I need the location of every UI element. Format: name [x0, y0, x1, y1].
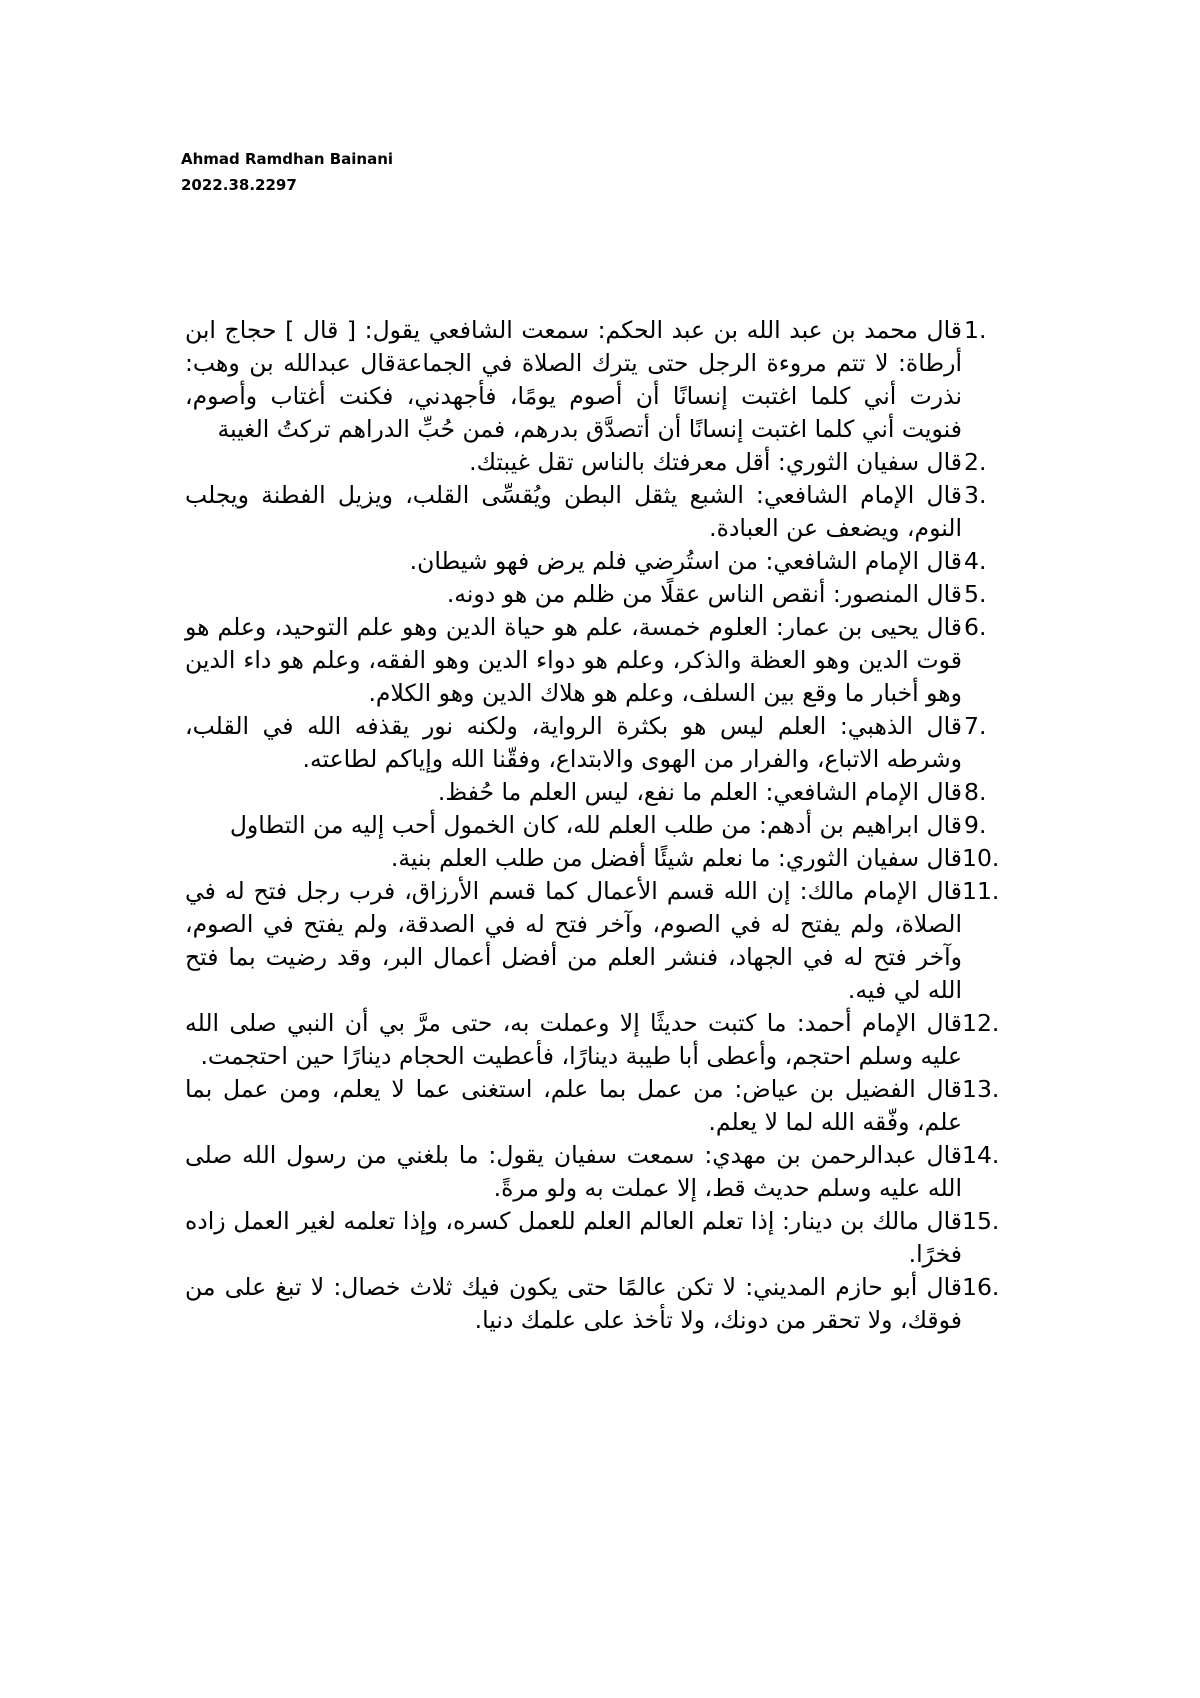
item-text: قال المنصور: أنقص الناس عقلًا من ظلم من هو دونه.	[446, 580, 962, 608]
list-item	[185, 611, 1047, 710]
item-text: قال الإمام الشافعي: من استُرضي فلم يرض فهو شيطان.	[409, 547, 962, 575]
item-text: قال أبو حازم المديني: لا تكن عالمًا حتى يكون فيك ثلاث خصال: لا تبغ على من فوقك، ولا تحقر من دونك، ولا تأخذ على علمك دنيا.	[185, 1273, 962, 1334]
list-item	[185, 776, 1047, 809]
author-name: Ahmad Ramdhan Bainani	[181, 150, 394, 168]
list-item	[185, 1271, 1047, 1337]
item-number: 9.	[964, 811, 987, 839]
item-text: قال سفيان الثوري: ما نعلم شيئًا أفضل من طلب العلم بنية.	[390, 844, 962, 872]
item-number: 4.	[964, 547, 987, 575]
list-item	[185, 1073, 1047, 1139]
item-number: 6.	[964, 613, 987, 641]
item-text: قال الفضيل بن عياض: من عمل بما علم، استغنى عما لا يعلم، ومن عمل بما علم، وفّقه الله لما لا يعلم.	[185, 1075, 962, 1136]
list-item	[185, 1205, 1047, 1271]
list-item	[185, 479, 1047, 545]
list-item	[185, 710, 1047, 776]
item-number: 14.	[962, 1141, 1000, 1169]
item-number: 1.	[964, 316, 987, 344]
item-number: 3.	[964, 481, 987, 509]
item-number: 2.	[964, 448, 987, 476]
item-text: قال ابراهيم بن أدهم: من طلب العلم لله، كان الخمول أحب إليه من التطاول	[229, 811, 962, 839]
item-text: قال مالك بن دينار: إذا تعلم العالم العلم للعمل كسره، وإذا تعلمه لغير العمل زاده فخرًا.	[185, 1207, 962, 1268]
item-number: 10.	[962, 844, 1000, 872]
item-text: قال الإمام مالك: إن الله قسم الأعمال كما قسم الأرزاق، فرب رجل فتح له في الصلاة، ولم يفتح له في الصوم، وآخر فتح له في الصدقة، ولم يفتح في الصوم، وآخر فتح له في الجهاد، فنشر العلم من أفضل أعمال البر، وقد رضيت بما فتح الله لي فيه.	[185, 877, 962, 1004]
list-item	[185, 578, 1047, 611]
list-item	[185, 1139, 1047, 1205]
item-number: 5.	[964, 580, 987, 608]
item-text: قال عبدالرحمن بن مهدي: سمعت سفيان يقول: ما بلغني من رسول الله صلى الله عليه وسلم حديث قط، إلا عملت به ولو مرةً.	[185, 1141, 962, 1202]
item-text: قال الذهبي: العلم ليس هو بكثرة الرواية، ولكنه نور يقذفه الله في القلب، وشرطه الاتباع، والفرار من الهوى والابتداع، وفقّنا الله وإياكم لطاعته.	[185, 712, 962, 773]
list-item	[185, 446, 1047, 479]
item-text: قال محمد بن عبد الله بن عبد الحكم: سمعت الشافعي يقول: [ قال ] حجاج ابن أرطاة: لا تتم مروءة الرجل حتى يترك الصلاة في الجماعةقال عبدالله بن وهب: نذرت أني كلما اغتبت إنسانًا أن أصوم يومًا، فأجهدني، فكنت أغتاب وأصوم، فنويت أني كلما اغتبت إنسانًا أن أتصدَّق بدرهم، فمن حُبِّ الدراهم تركتُ الغيبة	[185, 316, 962, 443]
quotes-list	[185, 314, 1047, 1337]
author-block	[181, 146, 393, 198]
list-item	[185, 314, 1047, 446]
item-text: قال الإمام الشافعي: العلم ما نفع، ليس العلم ما حُفظ.	[437, 778, 962, 806]
item-number: 11.	[962, 877, 1000, 905]
item-number: 15.	[962, 1207, 1000, 1235]
item-text: قال الإمام الشافعي: الشبع يثقل البطن ويُقسِّى القلب، ويزيل الفطنة ويجلب النوم، ويضعف عن العبادة.	[185, 481, 962, 542]
list-item	[185, 809, 1047, 842]
item-text: قال الإمام أحمد: ما كتبت حديثًا إلا وعملت به، حتى مرَّ بي أن النبي صلى الله عليه وسلم احتجم، وأعطى أبا طيبة دينارًا، فأعطيت الحجام دينارًا حين احتجمت.	[185, 1009, 962, 1070]
list-item	[185, 842, 1047, 875]
item-number: 16.	[962, 1273, 1000, 1301]
list-item	[185, 545, 1047, 578]
item-number: 7.	[964, 712, 987, 740]
item-text: قال سفيان الثوري: أقل معرفتك بالناس تقل غيبتك.	[469, 448, 962, 476]
item-number: 12.	[962, 1009, 1000, 1037]
item-number: 13.	[962, 1075, 1000, 1103]
item-text: قال يحيى بن عمار: العلوم خمسة، علم هو حياة الدين وهو علم التوحيد، وعلم هو قوت الدين وهو العظة والذكر، وعلم هو دواء الدين وهو الفقه، وعلم هو داء الدين وهو أخبار ما وقع بين السلف، وعلم هو هلاك الدين وهو الكلام.	[185, 613, 962, 707]
list-item	[185, 875, 1047, 1007]
student-id: 2022.38.2297	[181, 176, 297, 194]
item-number: 8.	[964, 778, 987, 806]
list-item	[185, 1007, 1047, 1073]
